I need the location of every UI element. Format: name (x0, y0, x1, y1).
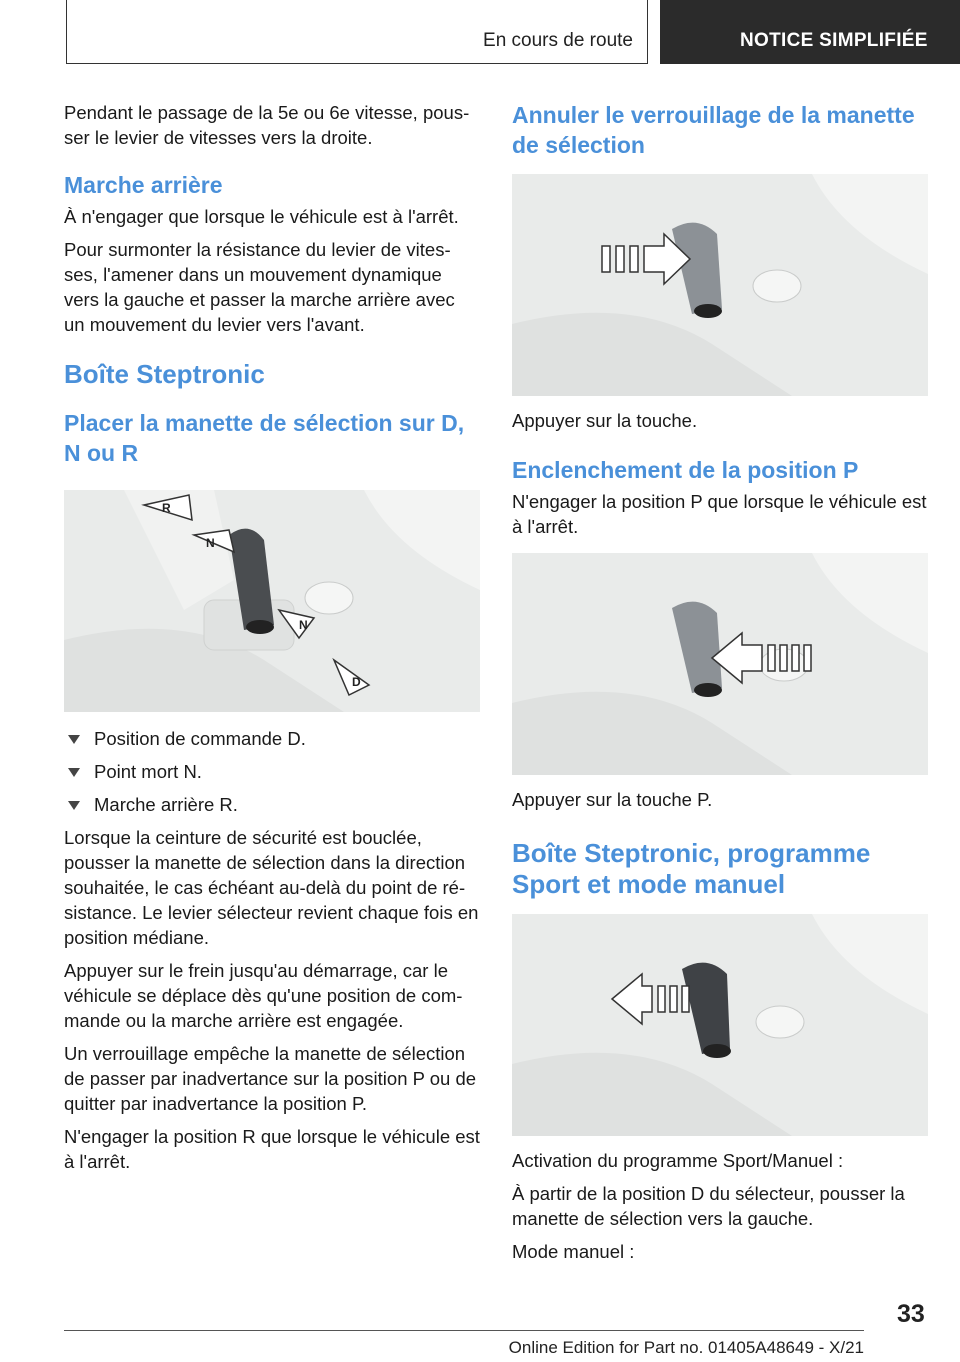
heading-park-position: Enclenchement de la position P (512, 457, 859, 483)
list-item: Position de commande D. (64, 726, 480, 751)
figure-label-r: R (162, 501, 171, 515)
heading-unlock-selector: Annuler le verrouillage de la manette de sélection (512, 102, 915, 158)
figure-label-n: N (299, 618, 308, 632)
paragraph: Lorsque la ceinture de sécurité est bouclée, pousser la manette de sélection dans la direction souhaitée, le cas échéant au-delà du point de ré-sistance. Le levier sélecteur revient chaque fois en position médiane. (64, 827, 479, 948)
triangle-bullet-icon (68, 801, 80, 810)
heading-place-selector: Placer la manette de sélection sur D, N ou R (64, 410, 465, 466)
figure-label-n: N (206, 536, 215, 550)
footer-edition: Online Edition for Part no. 01405A48649 - X/21 (508, 1338, 864, 1357)
gear-selector-figure-unlock (512, 174, 928, 396)
paragraph: Appuyer sur le frein jusqu'au démarrage, car le véhicule se déplace dès qu'une position de com-mande ou la marche arrière est engagée. (64, 960, 463, 1031)
right-column (512, 100, 928, 1272)
header-tab-label: NOTICE SIMPLIFIÉE (740, 30, 928, 51)
paragraph: À n'engager que lorsque le véhicule est à l'arrêt. (64, 206, 459, 227)
paragraph: N'engager la position P que lorsque le véhicule est à l'arrêt. (512, 491, 927, 537)
paragraph: Un verrouillage empêche la manette de sélection de passer par inadvertance sur la position P ou de quitter par inadvertance la position P. (64, 1043, 477, 1114)
gear-selector-figure-dnr (64, 490, 480, 712)
list-item: Point mort N. (64, 759, 480, 784)
left-column (64, 100, 480, 1182)
paragraph: Activation du programme Sport/Manuel : (512, 1150, 844, 1171)
header-tab (660, 0, 960, 64)
triangle-bullet-icon (68, 735, 80, 744)
heading-reverse: Marche arrière (64, 172, 223, 198)
paragraph: Appuyer sur la touche. (512, 410, 698, 431)
triangle-bullet-icon (68, 768, 80, 777)
paragraph: À partir de la position D du sélecteur, pousser la manette de sélection vers la gauche. (512, 1183, 905, 1229)
header-section-title: En cours de route (483, 30, 633, 51)
paragraph: Pendant le passage de la 5e ou 6e vitesse, pous-ser le levier de vitesses vers la droite. (64, 102, 470, 148)
gear-selector-figure-park (512, 553, 928, 775)
footer-divider (64, 1330, 864, 1331)
paragraph: Appuyer sur la touche P. (512, 789, 713, 810)
heading-steptronic: Boîte Steptronic (64, 359, 265, 389)
figure-label-d: D (352, 675, 361, 689)
heading-steptronic-sport: Boîte Steptronic, programme Sport et mode manuel (512, 838, 871, 899)
header-section-box (66, 0, 648, 64)
paragraph: N'engager la position R que lorsque le véhicule est à l'arrêt. (64, 1126, 480, 1172)
list-item: Marche arrière R. (64, 792, 480, 817)
paragraph: Pour surmonter la résistance du levier de vites-ses, l'amener dans un mouvement dynamique vers la gauche et passer la marche arrière avec un mouvement du levier vers l'avant. (64, 239, 455, 335)
gear-selector-figure-sport (512, 914, 928, 1136)
page-number: 33 (897, 1300, 925, 1328)
paragraph: Mode manuel : (512, 1241, 635, 1262)
selector-position-list (64, 726, 480, 817)
